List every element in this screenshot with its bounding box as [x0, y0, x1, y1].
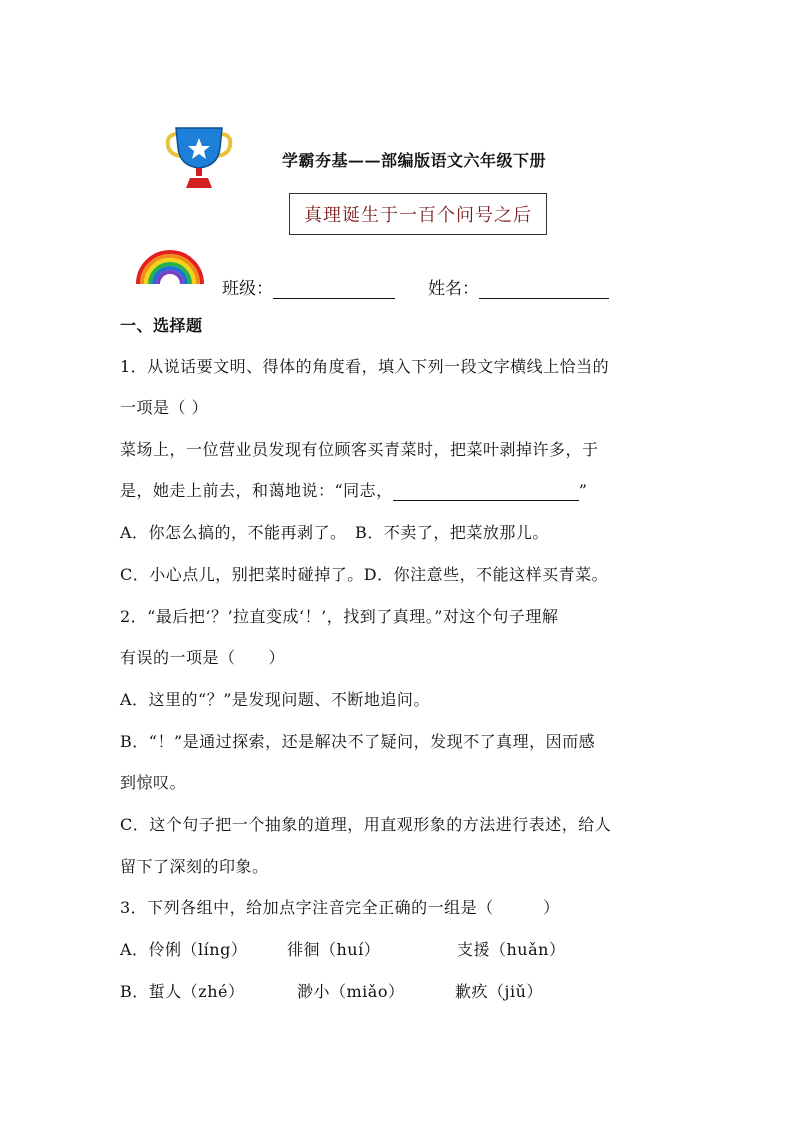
q3-option-a-part2: 徘徊（huí） [287, 940, 381, 959]
class-field [222, 274, 395, 299]
q2-option-a: A．这里的“？”是发现问题、不断地追问。 [120, 690, 430, 709]
q1-stem-line1: 1．从说话要文明、得体的角度看，填入下列一段文字横线上恰当的 [120, 357, 610, 376]
q1-stem-line2: 一项是（ ） [120, 398, 209, 417]
name-field [428, 274, 609, 299]
q1-answer-blank[interactable] [393, 484, 579, 501]
q1-passage-close-quote: ” [578, 481, 588, 500]
section-heading: 一、选择题 [120, 316, 203, 335]
name-label: 姓名： [428, 279, 479, 299]
q1-passage-line2 [120, 481, 587, 501]
q1-passage-text: 是，她走上前去，和蔼地说：“同志， [120, 481, 393, 500]
q1-options-ab: A．你怎么搞的，不能再剥了。 B．不卖了，把菜放那儿。 [120, 523, 549, 542]
q3-option-b-part1: B．蜇人（zhé） [120, 982, 245, 1001]
class-input-line[interactable] [273, 282, 395, 299]
q3-option-b-part3: 歉疚（jiǔ） [455, 982, 543, 1001]
q2-stem-line1: 2．“最后把‘？’拉直变成‘！’，找到了真理。”对这个句子理解 [120, 607, 559, 626]
q2-option-b-line2: 到惊叹。 [120, 773, 187, 792]
q2-stem-line2: 有误的一项是（ ） [120, 648, 286, 667]
lesson-title: 真理诞生于一百个问号之后 [289, 193, 547, 235]
q3-option-a-part1: A．伶俐（líng） [120, 940, 248, 959]
q1-passage-line1: 菜场上，一位营业员发现有位顾客买青菜时，把菜叶剥掉许多，于 [120, 440, 599, 459]
q3-option-b-part2: 渺小（miǎo） [297, 982, 405, 1001]
q3-option-a-part3: 支援（huǎn） [457, 940, 566, 959]
q2-option-c-line1: C．这个句子把一个抽象的道理，用直观形象的方法进行表述，给人 [120, 815, 612, 834]
q1-options-cd: C．小心点儿，别把菜时碰掉了。D．你注意些，不能这样买青菜。 [120, 565, 609, 584]
q3-stem: 3．下列各组中，给加点字注音完全正确的一组是（ ） [120, 898, 560, 917]
header-title: 学霸夯基——部编版语文六年级下册 [282, 151, 547, 170]
q2-option-c-line2: 留下了深刻的印象。 [120, 857, 269, 876]
name-input-line[interactable] [479, 282, 609, 299]
class-label: 班级： [222, 279, 273, 299]
rainbow-icon [133, 244, 207, 288]
trophy-icon [164, 126, 234, 190]
q2-option-b-line1: B．“！”是通过探索，还是解决不了疑问，发现不了真理，因而感 [120, 732, 596, 751]
